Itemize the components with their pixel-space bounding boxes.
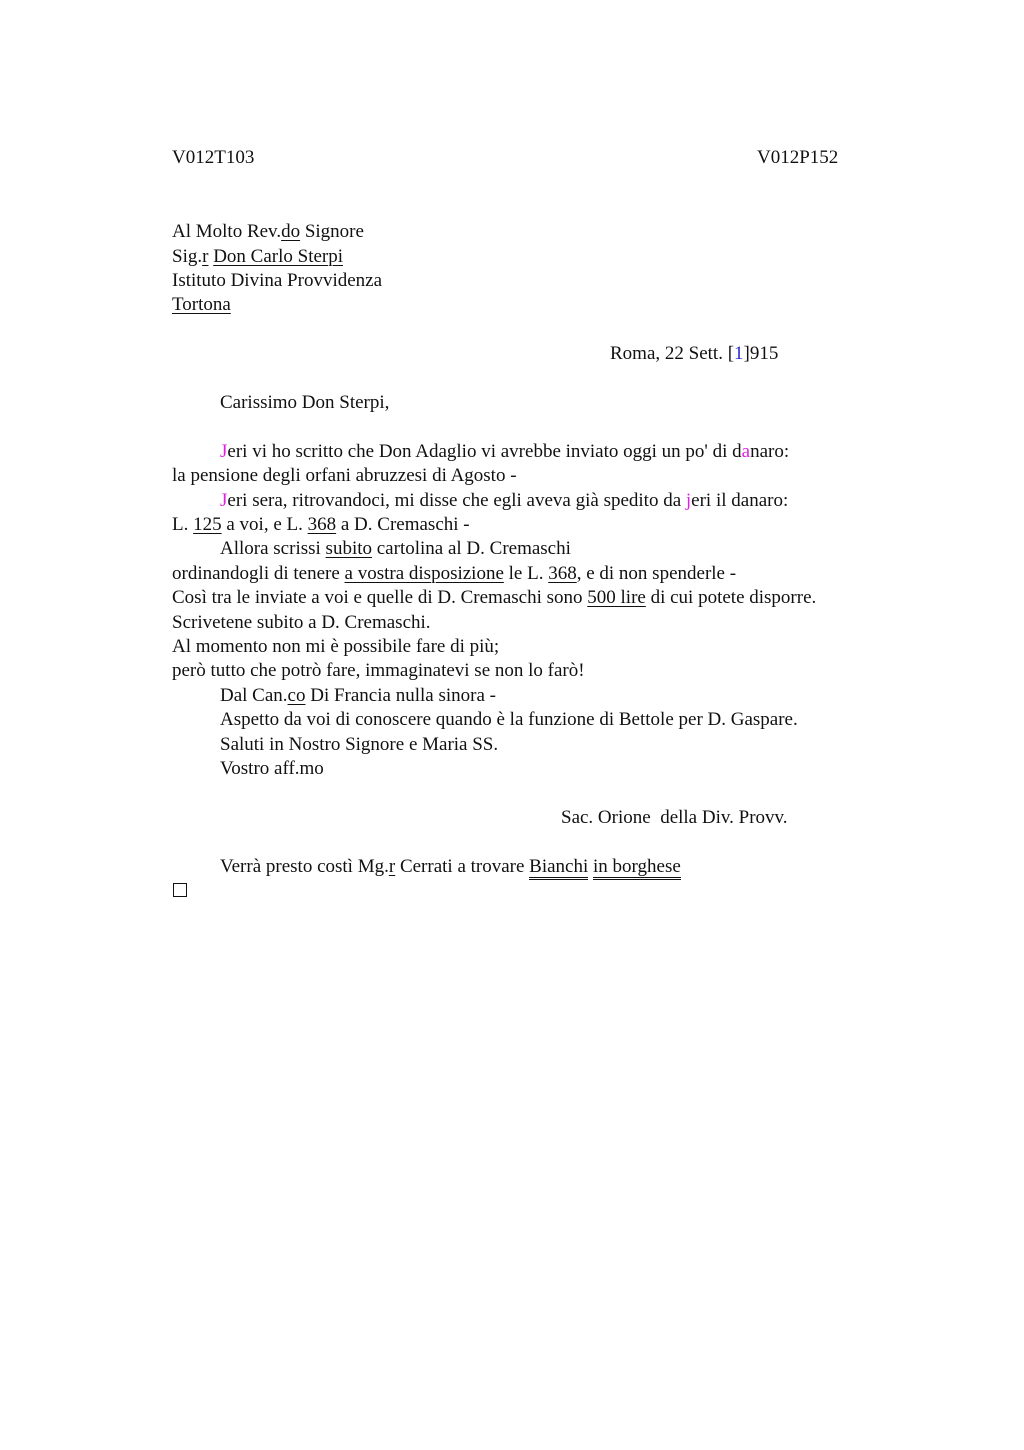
- body-line-4: [172, 513, 470, 537]
- address-city: Tortona: [172, 294, 231, 315]
- address-line-4: [172, 293, 231, 317]
- body-text: Di Francia nulla sinora -: [305, 685, 496, 706]
- body-line-9: Al momento non mi è possibile fare di più;: [172, 636, 500, 657]
- recipient-name: Don Carlo Sterpi: [213, 246, 344, 267]
- body-line-13: Saluti in Nostro Signore e Maria SS.: [220, 734, 499, 755]
- body-text: le L.: [503, 563, 549, 584]
- editorial-letter: j: [685, 490, 692, 511]
- document-code-left: V012T103: [172, 147, 255, 168]
- body-text: eri vi ho scritto che Don Adaglio vi avrebbe inviato oggi un po' di d: [227, 441, 742, 462]
- body-line-7: [172, 586, 816, 610]
- body-text: eri sera, ritrovandoci, mi disse che egli aveva già spedito da: [227, 490, 686, 511]
- amount: 500 lire: [587, 587, 646, 608]
- checkbox-marker-icon: [173, 883, 187, 897]
- address-text: Signore: [300, 221, 364, 242]
- address-text: Sig.: [172, 246, 203, 267]
- body-text: ordinandogli di tenere: [172, 563, 345, 584]
- emphasis: subito: [325, 538, 372, 559]
- body-text: eri il danaro:: [691, 490, 789, 511]
- address-line-2: [172, 245, 343, 269]
- letter-date: [610, 342, 778, 366]
- abbrev: r: [388, 856, 396, 877]
- body-line-2: la pensione degli orfani abruzzesi di Agosto -: [172, 465, 517, 486]
- date-text: ]915: [743, 343, 779, 364]
- amount: 368: [548, 563, 577, 584]
- double-underlined-phrase: in borghese: [593, 857, 681, 880]
- amount: 125: [193, 514, 222, 535]
- body-text: a voi, e L.: [221, 514, 308, 535]
- body-text: Così tra le inviate a voi e quelle di D. Cremaschi sono: [172, 587, 588, 608]
- body-text: Allora scrissi: [220, 538, 326, 559]
- address-abbrev: do: [281, 221, 301, 242]
- body-text: di cui potete disporre.: [645, 587, 817, 608]
- body-line-3: [220, 489, 788, 513]
- double-underlined-name: Bianchi: [529, 857, 588, 880]
- postscript-text: Verrà presto costì Mg.: [220, 856, 389, 877]
- body-text: Dal Can.: [220, 685, 288, 706]
- amount: 368: [307, 514, 337, 535]
- body-line-8: Scrivetene subito a D. Cremaschi.: [172, 612, 431, 633]
- emphasis: a vostra disposizione: [344, 563, 504, 584]
- date-editorial-digit: 1: [734, 343, 744, 364]
- body-line-10: però tutto che potrò fare, immaginatevi se non lo farò!: [172, 660, 585, 681]
- address-line-3: Istituto Divina Provvidenza: [172, 270, 383, 291]
- body-text: , e di non spenderle -: [576, 563, 737, 584]
- body-line-11: [220, 684, 496, 708]
- address-text: Al Molto Rev.: [172, 221, 282, 242]
- date-text: Roma, 22 Sett. [: [610, 343, 735, 364]
- page-code-right: V012P152: [757, 147, 839, 168]
- address-line-1: [172, 220, 364, 244]
- closing: Vostro aff.mo: [220, 758, 324, 779]
- body-text: naro:: [750, 441, 790, 462]
- body-line-1: [220, 440, 789, 464]
- postscript-text: Cerrati a trovare: [395, 856, 530, 877]
- address-abbrev: r: [202, 246, 209, 267]
- postscript: [220, 855, 681, 880]
- body-text: a D. Cremaschi -: [336, 514, 470, 535]
- editorial-letter: J: [220, 490, 228, 511]
- editorial-letter: a: [741, 441, 751, 462]
- salutation: Carissimo Don Sterpi,: [220, 392, 390, 413]
- body-text: L.: [172, 514, 194, 535]
- body-line-12: Aspetto da voi di conoscere quando è la funzione di Bettole per D. Gaspare.: [220, 709, 798, 730]
- body-line-6: [172, 562, 736, 586]
- editorial-letter: J: [220, 441, 228, 462]
- abbrev: co: [287, 685, 306, 706]
- signature: Sac. Orione della Div. Provv.: [561, 807, 788, 828]
- body-line-5: [220, 537, 571, 561]
- body-text: cartolina al D. Cremaschi: [372, 538, 571, 559]
